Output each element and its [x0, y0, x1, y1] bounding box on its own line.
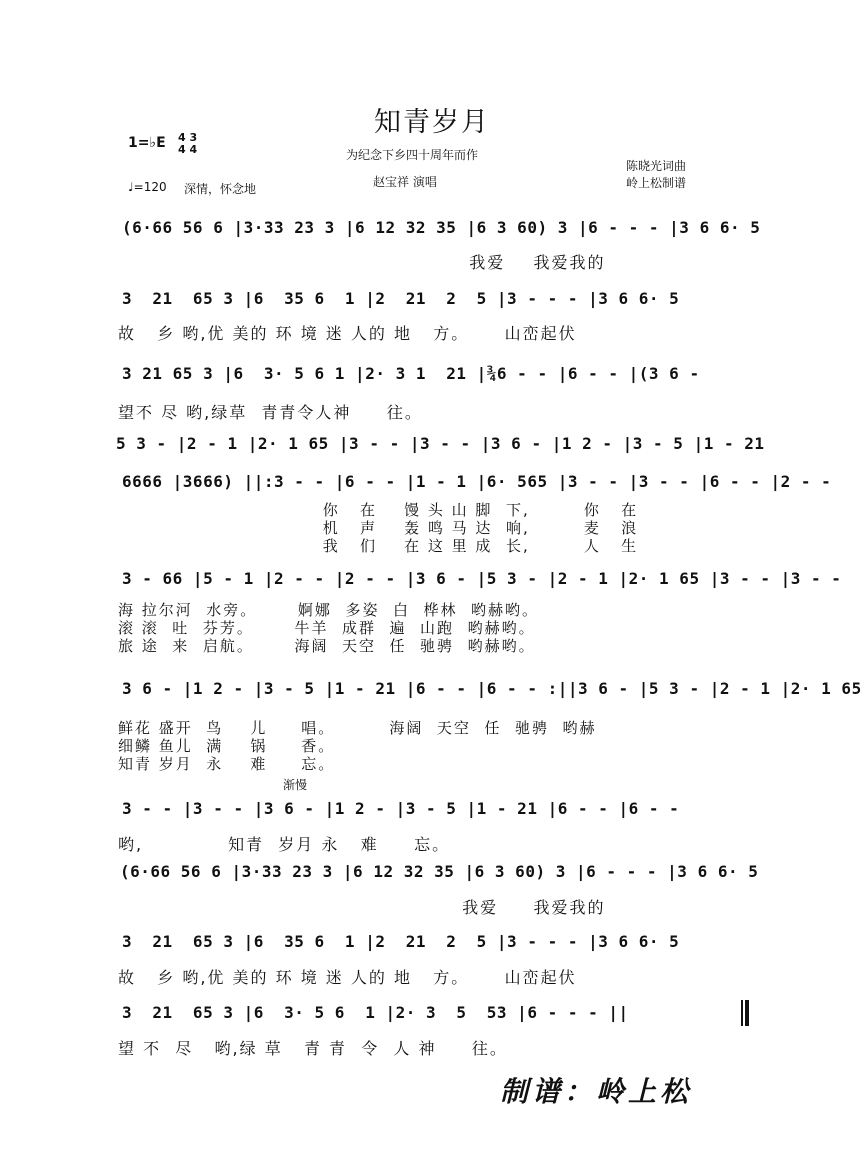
composer-credit: 陈晓光词曲 — [626, 159, 687, 173]
lyrics-line-3: 望不 尽 哟,绿草 青青令人神 往。 — [118, 403, 423, 422]
notes-line-7: 3 6 - |1 2 - |3 - 5 |1 - 21 |6 - - |6 - - :||3 6 - |5 3 - |2 - 1 |2· 1 65 — [122, 679, 862, 698]
notes-line-9: (6·66 56 6 |3·33 23 3 |6 12 32 35 |6 3 60) 3 |6 - - - |3 6 6· 5 — [120, 862, 759, 881]
lyrics-line-5c: 我 们 在 这 里 成 长, 人 生 — [228, 537, 639, 555]
lyrics-line-5a: 你 在 馒 头 山 脚 下, 你 在 — [228, 501, 639, 519]
notes-line-2: 3 21 65 3 |6 35 6 1 |2 21 2 5 |3 - - - |3 6 6· 5 — [122, 289, 680, 308]
lyrics-line-6a: 海 拉尔河 水旁。 婀娜 多姿 白 桦林 哟赫哟。 — [118, 601, 540, 619]
meter-top: 4 3 — [178, 131, 198, 144]
notes-line-4: 5 3 - |2 - 1 |2· 1 65 |3 - - |3 - - |3 6 - |1 2 - |3 - 5 |1 - 21 — [116, 434, 765, 453]
notes-line-3: 3 21 65 3 |6 3· 5 6 1 |2· 3 1 21 |¾6 - - |6 - - |(3 6 - — [122, 364, 700, 383]
lyrics-line-8: 哟, 知青 岁月 永 难 忘。 — [118, 835, 451, 854]
lyrics-line-2: 故 乡 哟,优 美的 环 境 迷 人的 地 方。 山峦起伏 — [118, 324, 577, 343]
final-barline-thin — [741, 1000, 743, 1026]
meter-bottom: 4 4 — [178, 143, 198, 156]
notes-line-1: (6·66 56 6 |3·33 23 3 |6 12 32 35 |6 3 60) 3 |6 - - - |3 6 6· 5 — [122, 218, 761, 237]
notes-line-5: 6666 |3666) ||:3 - - |6 - - |1 - 1 |6· 565 |3 - - |3 - - |6 - - |2 - - — [122, 472, 832, 491]
final-barline-thick — [745, 1000, 749, 1026]
lyrics-line-9: 我爱 我爱我的 — [122, 898, 606, 917]
lyrics-line-7c: 知青 岁月 永 难 忘。 — [118, 755, 336, 773]
tempo-change-marking: 渐慢 — [283, 778, 308, 792]
notes-line-10: 3 21 65 3 |6 35 6 1 |2 21 2 5 |3 - - - |3 6 6· 5 — [122, 932, 680, 951]
transcriber-credit: 岭上松制谱 — [626, 176, 687, 190]
lyrics-line-7a: 鲜花 盛开 鸟 儿 唱。 海阔 天空 任 驰骋 哟赫 — [118, 719, 597, 737]
lyrics-line-11: 望 不 尽 哟,绿 草 青 青 令 人 神 往。 — [118, 1039, 508, 1058]
singer: 赵宝祥 演唱 — [373, 175, 437, 189]
notes-line-11: 3 21 65 3 |6 3· 5 6 1 |2· 3 5 53 |6 - - - || — [122, 1003, 629, 1022]
key-signature: 1=♭E — [128, 135, 166, 151]
lyrics-line-6b: 滚 滚 吐 芬芳。 牛羊 成群 遍 山跑 哟赫哟。 — [118, 619, 536, 637]
page-title: 知青岁月 — [374, 107, 490, 138]
lyrics-line-5b: 机 声 轰 鸣 马 达 响, 麦 浪 — [228, 519, 639, 537]
notes-line-8: 3 - - |3 - - |3 6 - |1 2 - |3 - 5 |1 - 21 |6 - - |6 - - — [122, 799, 680, 818]
transcriber-signature: 制谱：岭上松 — [500, 1075, 693, 1108]
tempo-marking: ♩=120 — [128, 180, 167, 194]
expression-marking: 深情，怀念地 — [184, 182, 257, 196]
lyrics-line-1: 我爱 我爱我的 — [122, 253, 606, 272]
lyrics-line-10: 故 乡 哟,优 美的 环 境 迷 人的 地 方。 山峦起伏 — [118, 968, 577, 987]
lyrics-line-6c: 旅 途 来 启航。 海阔 天空 任 驰骋 哟赫哟。 — [118, 637, 536, 655]
dedication: 为纪念下乡四十周年而作 — [346, 148, 479, 162]
notes-line-6: 3 - 66 |5 - 1 |2 - - |2 - - |3 6 - |5 3 - |2 - 1 |2· 1 65 |3 - - |3 - - — [122, 569, 842, 588]
lyrics-line-7b: 细鳞 鱼儿 满 锅 香。 — [118, 737, 336, 755]
